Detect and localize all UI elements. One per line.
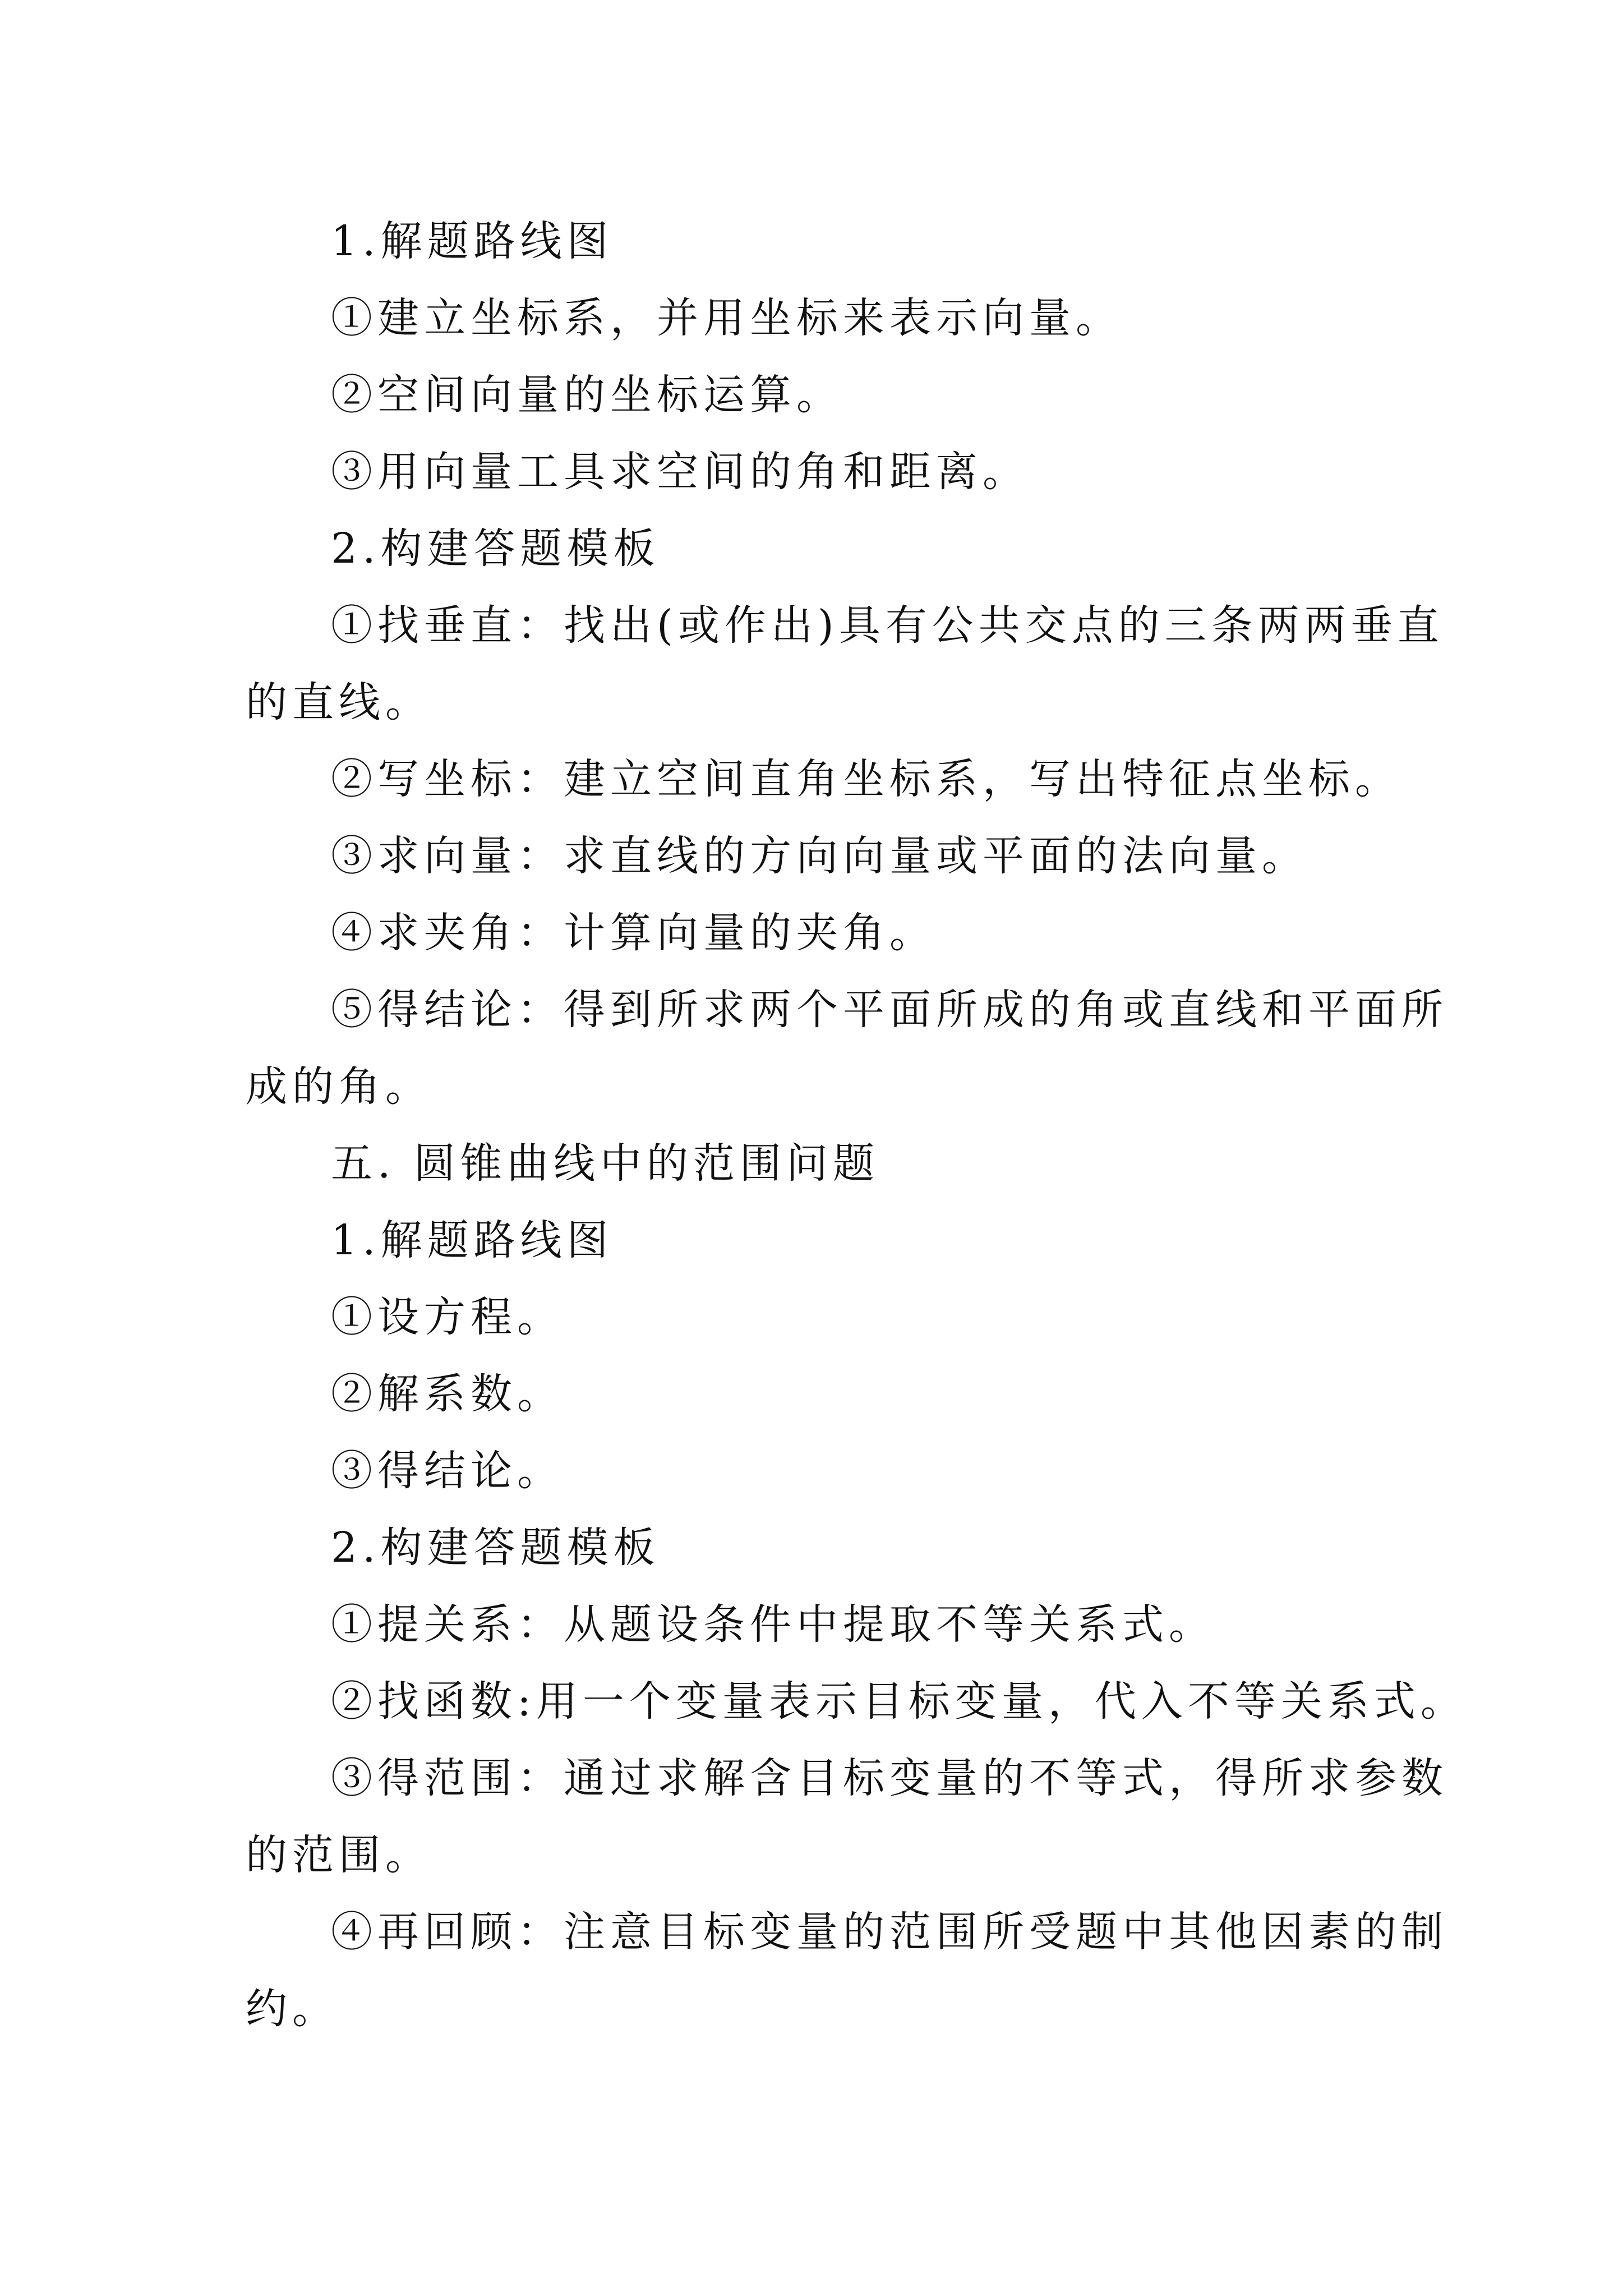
section-5-template-step-3: ③得范围：通过求解含目标变量的不等式，得所求参数	[331, 1754, 1448, 1802]
section-4-template-step-5-continued: 成的角。	[246, 1062, 432, 1111]
section-4-template-step-2: ②写坐标：建立空间直角坐标系，写出特征点坐标。	[331, 755, 1401, 803]
section-4-template-step-5: ⑤得结论：得到所求两个平面所成的角或直线和平面所	[331, 986, 1448, 1034]
section-5-template-step-2: ②找函数:用一个变量表示目标变量，代入不等关系式。	[331, 1677, 1467, 1726]
section-5-template-step-4-continued: 约。	[246, 1985, 339, 2033]
section-4-template-step-4: ④求夹角：计算向量的夹角。	[331, 909, 936, 957]
section-5-title: 五. 圆锥曲线中的范围问题	[331, 1139, 880, 1188]
section-4-template-step-1: ①找垂直：找出(或作出)具有公共交点的三条两两垂直	[331, 601, 1444, 650]
section-5-template-step-4: ④再回顾：注意目标变量的范围所受题中其他因素的制	[331, 1908, 1448, 1956]
section-4-roadmap-step-2: ②空间向量的坐标运算。	[331, 371, 843, 419]
section-4-template-heading: 2.构建答题模板	[331, 524, 660, 573]
section-4-roadmap-step-3: ③用向量工具求空间的角和距离。	[331, 448, 1029, 496]
section-4-template-step-1-continued: 的直线。	[246, 678, 432, 726]
section-4-roadmap-heading: 1.解题路线图	[331, 217, 614, 265]
section-5-roadmap-heading: 1.解题路线图	[331, 1216, 614, 1264]
section-5-roadmap-step-1: ①设方程。	[331, 1293, 564, 1341]
section-5-template-step-3-continued: 的范围。	[246, 1831, 432, 1879]
section-4-roadmap-step-1: ①建立坐标系，并用坐标来表示向量。	[331, 294, 1122, 342]
section-5-roadmap-step-2: ②解系数。	[331, 1370, 564, 1418]
section-4-template-step-3: ③求向量：求直线的方向向量或平面的法向量。	[331, 832, 1308, 880]
document-body	[246, 203, 1467, 2047]
section-5-template-step-1: ①提关系：从题设条件中提取不等关系式。	[331, 1600, 1215, 1649]
section-5-template-heading: 2.构建答题模板	[331, 1524, 660, 1572]
section-5-roadmap-step-3: ③得结论。	[331, 1447, 564, 1495]
